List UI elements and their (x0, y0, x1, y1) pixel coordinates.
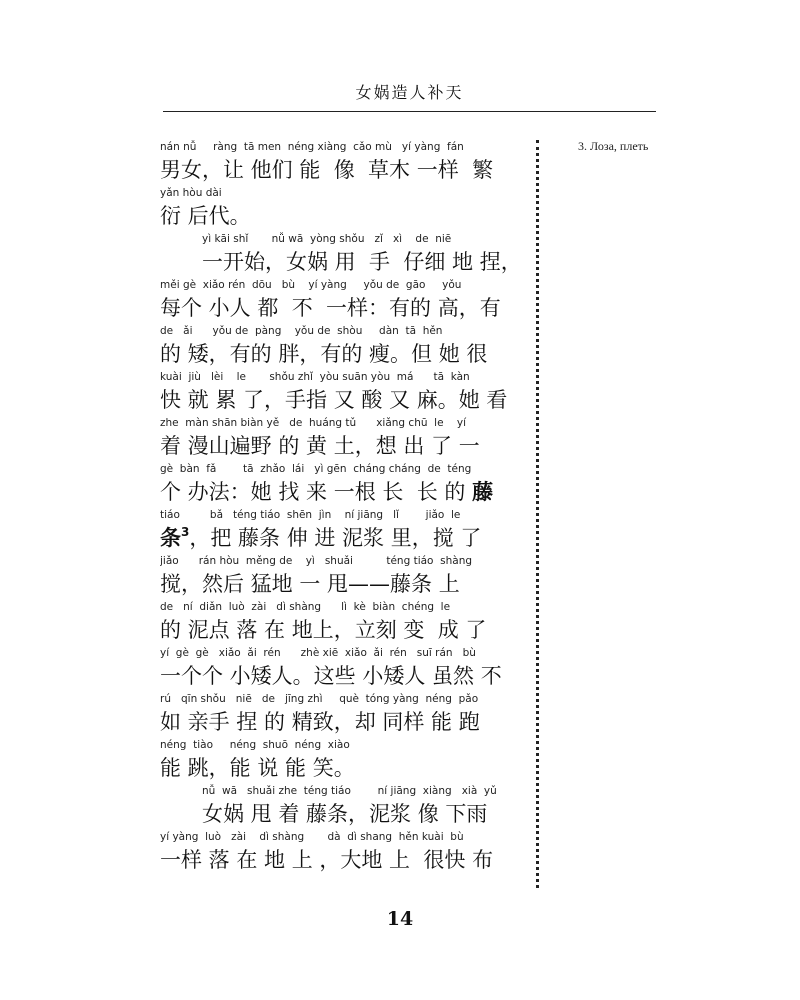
hanzi-text: ，把 藤条 伸 进 泥浆 里，搅 了 (189, 526, 482, 550)
pinyin-line: nán nǚ ràng tā men néng xiàng cǎo mù yí yàng fán (160, 141, 464, 153)
pinyin-line: tiáo bǎ téng tiáo shēn jìn ní jiāng lǐ jiǎo le (160, 509, 461, 521)
dotted-column-divider (536, 140, 539, 888)
hanzi-line: 一个个 小矮人。这些 小矮人 虽然 不 (160, 664, 502, 688)
hanzi-line: 着 漫山遍野 的 黄 土，想 出 了 一 (160, 434, 480, 458)
pinyin-line: kuài jiù lèi le shǒu zhǐ yòu suān yòu má tā kàn (160, 371, 470, 383)
pinyin-line: yí yàng luò zài dì shàng dà dì shang hěn kuài bù (160, 831, 464, 843)
text-line (160, 784, 522, 830)
text-line (160, 324, 522, 370)
text-line (160, 370, 522, 416)
text-line (160, 830, 522, 876)
pinyin-line: yì kāi shǐ nǚ wā yòng shǒu zǐ xì de niē (202, 233, 452, 245)
pinyin-line: yǎn hòu dài (160, 187, 222, 199)
hanzi-line: 能 跳，能 说 能 笑。 (160, 756, 355, 780)
footnote-gloss: 3. Лоза, плеть (578, 139, 649, 153)
text-line (160, 554, 522, 600)
text-line (160, 140, 522, 186)
hanzi-line: 女娲 甩 着 藤条，泥浆 像 下雨 (202, 802, 488, 826)
header-rule (163, 111, 656, 112)
hanzi-line: 快 就 累 了，手指 又 酸 又 麻。她 看 (160, 388, 508, 412)
hanzi-line: 的 矮，有的 胖，有的 瘦。但 她 很 (160, 342, 488, 366)
pinyin-line: nǚ wā shuǎi zhe téng tiáo ní jiāng xiàng xià yǔ (202, 785, 497, 797)
pinyin-line: yí gè gè xiǎo ǎi rén zhè xiē xiǎo ǎi rén suī rán bù (160, 647, 476, 659)
pinyin-line: rú qīn shǒu niē de jīng zhì què tóng yàng néng pǎo (160, 693, 479, 705)
hanzi-line (160, 523, 481, 553)
text-line (160, 186, 522, 232)
text-line (160, 416, 522, 462)
hanzi-line: 一开始，女娲 用 手 仔细 地 捏， (202, 250, 522, 274)
text-line (160, 462, 522, 508)
pinyin-line: jiǎo rán hòu měng de yì shuǎi téng tiáo shàng (160, 555, 473, 567)
text-line (160, 646, 522, 692)
running-title: 女娲造人补天 (355, 83, 464, 102)
hanzi-line: 如 亲手 捏 的 精致，却 同样 能 跑 (160, 710, 480, 734)
pinyin-line: zhe màn shān biàn yě de huáng tǔ xiǎng chū le yí (160, 417, 467, 429)
hanzi-line: 每个 小人 都 不 一样：有的 高，有 (160, 296, 501, 320)
pinyin-line: měi gè xiǎo rén dōu bù yí yàng yǒu de gāo yǒu (160, 279, 462, 291)
pinyin-line: de ní diǎn luò zài dì shàng lì kè biàn chéng le (160, 601, 451, 613)
text-line (160, 600, 522, 646)
text-line (160, 278, 522, 324)
hanzi-line: 搅，然后 猛地 一 甩——藤条 上 (160, 572, 460, 596)
hanzi-line (160, 477, 493, 507)
text-line (160, 508, 522, 554)
pinyin-line: néng tiào néng shuō néng xiào (160, 739, 350, 751)
text-line (160, 232, 522, 278)
pinyin-line: gè bàn fǎ tā zhǎo lái yì gēn cháng cháng de téng (160, 463, 472, 475)
hanzi-line: 衍 后代。 (160, 204, 251, 228)
hanzi-text: 个 办法：她 找 来 一根 长 长 的 (160, 480, 473, 504)
hanzi-line: 的 泥点 落 在 地上，立刻 变 成 了 (160, 618, 487, 642)
text-line (160, 692, 522, 738)
text-line (160, 738, 522, 784)
hanzi-line: 男女，让 他们 能 像 草木 一样 繁 (160, 158, 494, 182)
footnote-marker: 3 (181, 525, 190, 539)
vocab-word: 条 (160, 526, 181, 550)
pinyin-line: de ǎi yǒu de pàng yǒu de shòu dàn tā hěn (160, 325, 443, 337)
hanzi-line: 一样 落 在 地 上 ，大地 上 很快 布 (160, 848, 494, 872)
vocab-word: 藤 (472, 480, 494, 504)
page-number: 14 (386, 908, 414, 930)
